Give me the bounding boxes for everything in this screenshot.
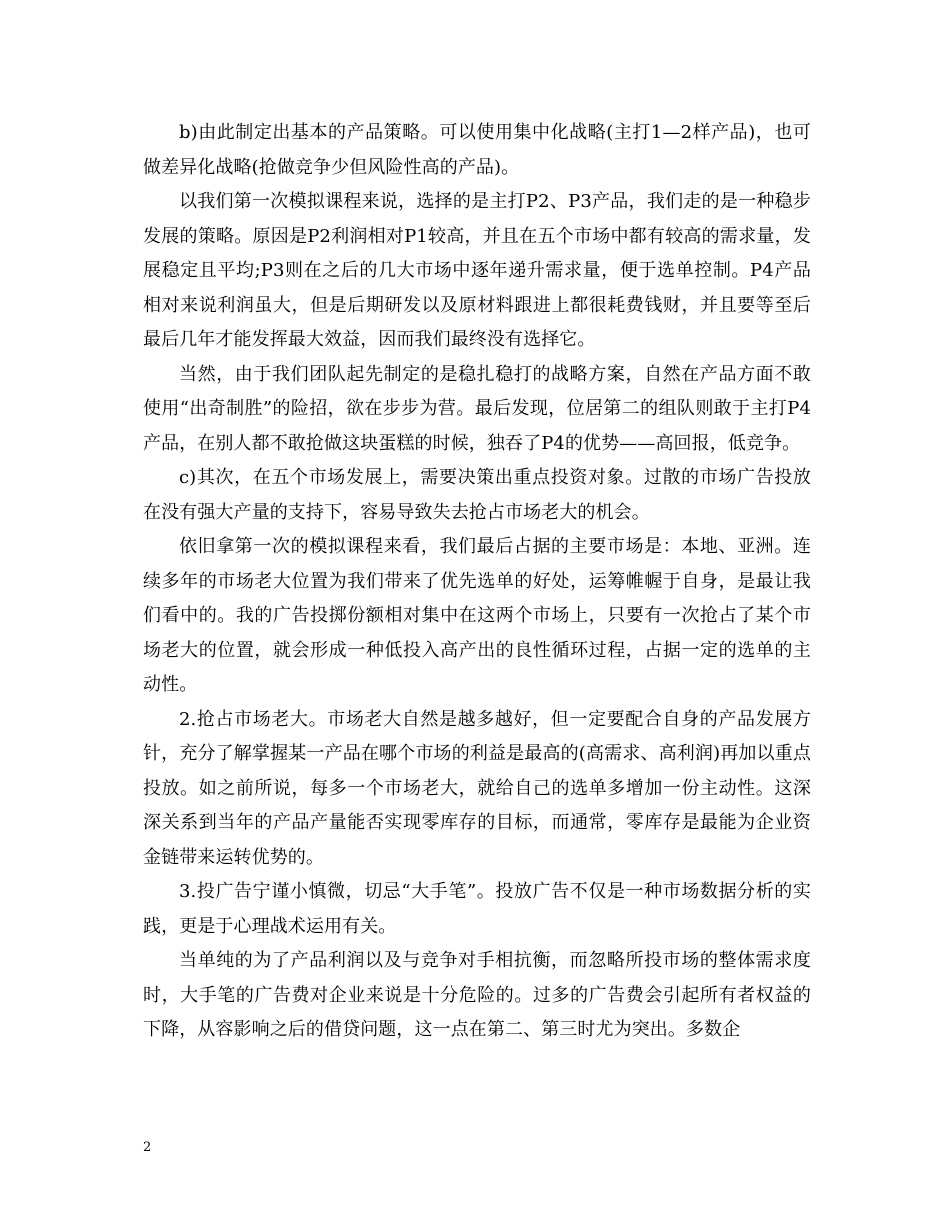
- paragraph-market-focus: c)其次，在五个市场发展上，需要决策出重点投资对象。过散的市场广告投放在没有强大产量的支持下，容易导致失去抢占市场老大的机会。: [143, 467, 811, 523]
- page-number: 2: [143, 1140, 152, 1155]
- document-body: [143, 116, 811, 1048]
- paragraph-advertising-caution: 3.投广告宁谨小慎微，切忌“大手笔”。投放广告不仅是一种市场数据分析的实践，更是于心理战术运用有关。: [143, 881, 811, 937]
- paragraph-first-simulation: 以我们第一次模拟课程来说，选择的是主打P2、P3产品，我们走的是一种稳步发展的策略。原因是P2利润相对P1较高，并且在五个市场中都有较高的需求量，发展稳定且平均;P3则在之后的几大市场中逐年递升需求量，便于选单控制。P4产品相对来说利润虽大，但是后期研发以及原材料跟进上都很耗费钱财，并且要等至后最后几年才能发挥最大效益，因而我们最终没有选择它。: [143, 191, 811, 350]
- paragraph-product-strategy: b)由此制定出基本的产品策略。可以使用集中化战略(主打1—2样产品)，也可做差异化战略(抢做竞争少但风险性高的产品)。: [143, 122, 811, 178]
- paragraph-advertising-risk: 当单纯的为了产品利润以及与竞争对手相抗衡，而忽略所投市场的整体需求度时，大手笔的广告费对企业来说是十分危险的。过多的广告费会引起所有者权益的下降，从容影响之后的借贷问题，这一点在第二、第三时尤为突出。多数企: [143, 950, 811, 1040]
- paragraph-steady-strategy: 当然，由于我们团队起先制定的是稳扎稳打的战略方案，自然在产品方面不敢使用“出奇制胜”的险招，欲在步步为营。最后发现，位居第二的组队则敢于主打P4产品，在别人都不敢抢做这块蛋糕的时候，独吞了P4的优势——高回报，低竞争。: [143, 363, 811, 454]
- paragraph-market-leader: 2.抢占市场老大。市场老大自然是越多越好，但一定要配合自身的产品发展方针，充分了解掌握某一产品在哪个市场的利益是最高的(高需求、高利润)再加以重点投放。如之前所说，每多一个市场老大，就给自己的选单多增加一份主动性。这深深关系到当年的产品产量能否实现零库存的目标，而通常，零库存是最能为企业资金链带来运转优势的。: [143, 708, 811, 868]
- paragraph-main-markets: 依旧拿第一次的模拟课程来看，我们最后占据的主要市场是：本地、亚洲。连续多年的市场老大位置为我们带来了优先选单的好处，运筹帷幄于自身，是最让我们看中的。我的广告投掷份额相对集中在这两个市场上，只要有一次抢占了某个市场老大的位置，就会形成一种低投入高产出的良性循环过程，占据一定的选单的主动性。: [143, 536, 811, 695]
